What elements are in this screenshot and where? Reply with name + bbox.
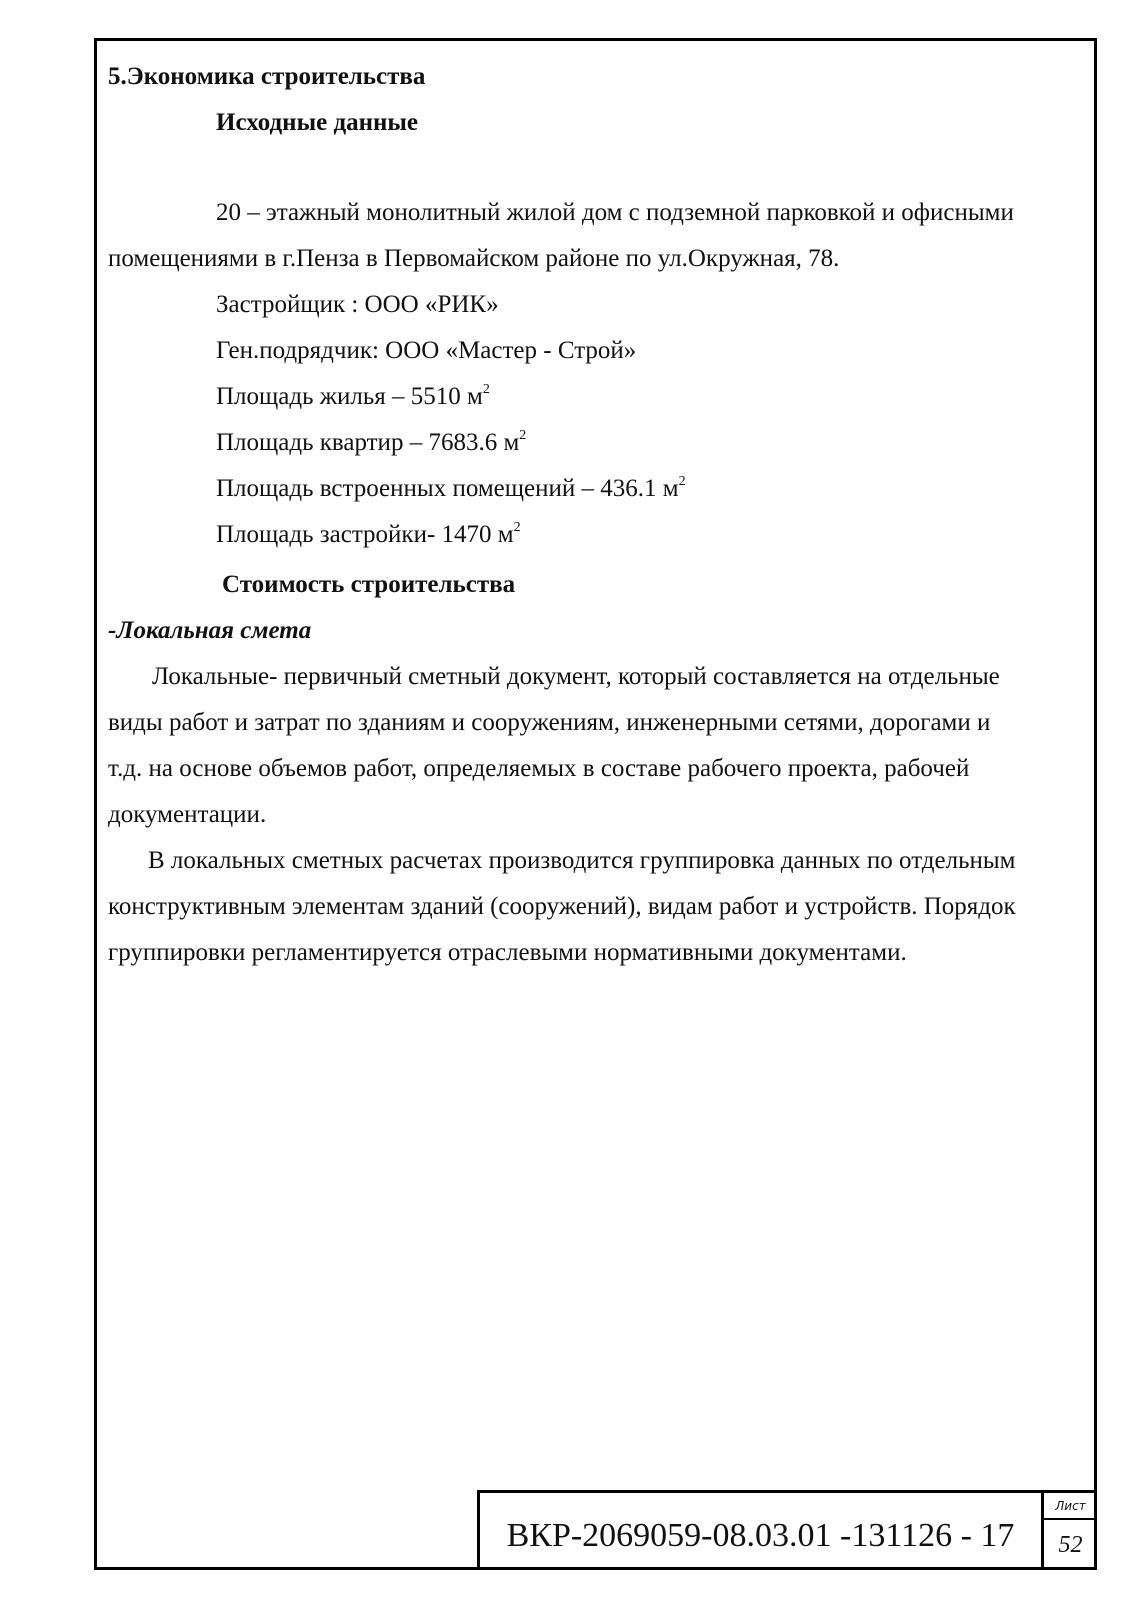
sheet-label: Лист: [1044, 1493, 1097, 1520]
para2-line2: конструктивным элементам зданий (сооружений), видам работ и устройств. Порядок: [108, 893, 1016, 920]
subsection-cost: Стоимость строительства: [222, 571, 516, 598]
area-apartments: [108, 420, 1088, 466]
document-code: ВКР-2069059-08.03.01 -131126 - 17: [480, 1493, 1044, 1570]
area-living: [108, 374, 1088, 420]
para1-line1: Локальные- первичный сметный документ, который составляется на отдельные: [152, 663, 1000, 690]
area-living-text: Площадь жилья – 5510 м: [216, 383, 483, 410]
area-apartments-unit-power: 2: [519, 427, 527, 443]
title-block: [477, 1490, 1097, 1570]
section-title: 5.Экономика строительства: [108, 63, 426, 90]
general-contractor-line: Ген.подрядчик: ООО «Мастер - Строй»: [216, 337, 637, 364]
para2-line3: группировки регламентируется отраслевыми нормативными документами.: [108, 939, 907, 966]
subsection-initial-data: Исходные данные: [216, 109, 419, 136]
sheet-cell: [1044, 1493, 1097, 1570]
project-description-line1: 20 – этажный монолитный жилой дом с подземной парковкой и офисными: [216, 199, 1014, 226]
area-footprint-text: Площадь застройки- 1470 м: [216, 521, 514, 548]
sheet-number: 52: [1058, 1531, 1083, 1558]
area-living-unit-power: 2: [482, 381, 490, 397]
local-estimate-heading: -Локальная смета: [108, 617, 312, 644]
para1-line2: виды работ и затрат по зданиям и сооружениям, инженерными сетями, дорогами и: [108, 709, 991, 736]
area-built-in: [108, 466, 1088, 512]
para2-line1: В локальных сметных расчетах производится группировка данных по отдельным: [148, 847, 1016, 874]
area-building-footprint: [108, 512, 1088, 558]
project-description-line2: помещениями в г.Пенза в Первомайском районе по ул.Окружная, 78.: [108, 245, 840, 272]
para1-line3: т.д. на основе объемов работ, определяемых в составе рабочего проекта, рабочей: [108, 755, 970, 782]
area-built-in-text: Площадь встроенных помещений – 436.1 м: [216, 475, 679, 502]
area-footprint-unit-power: 2: [513, 519, 521, 535]
document-body: [108, 54, 1088, 976]
para1-line4: документации.: [108, 801, 267, 828]
blank-line: [108, 146, 1088, 190]
developer-line: Застройщик : ООО «РИК»: [216, 291, 499, 318]
area-built-in-unit-power: 2: [678, 473, 686, 489]
area-apartments-text: Площадь квартир – 7683.6 м: [216, 429, 520, 456]
